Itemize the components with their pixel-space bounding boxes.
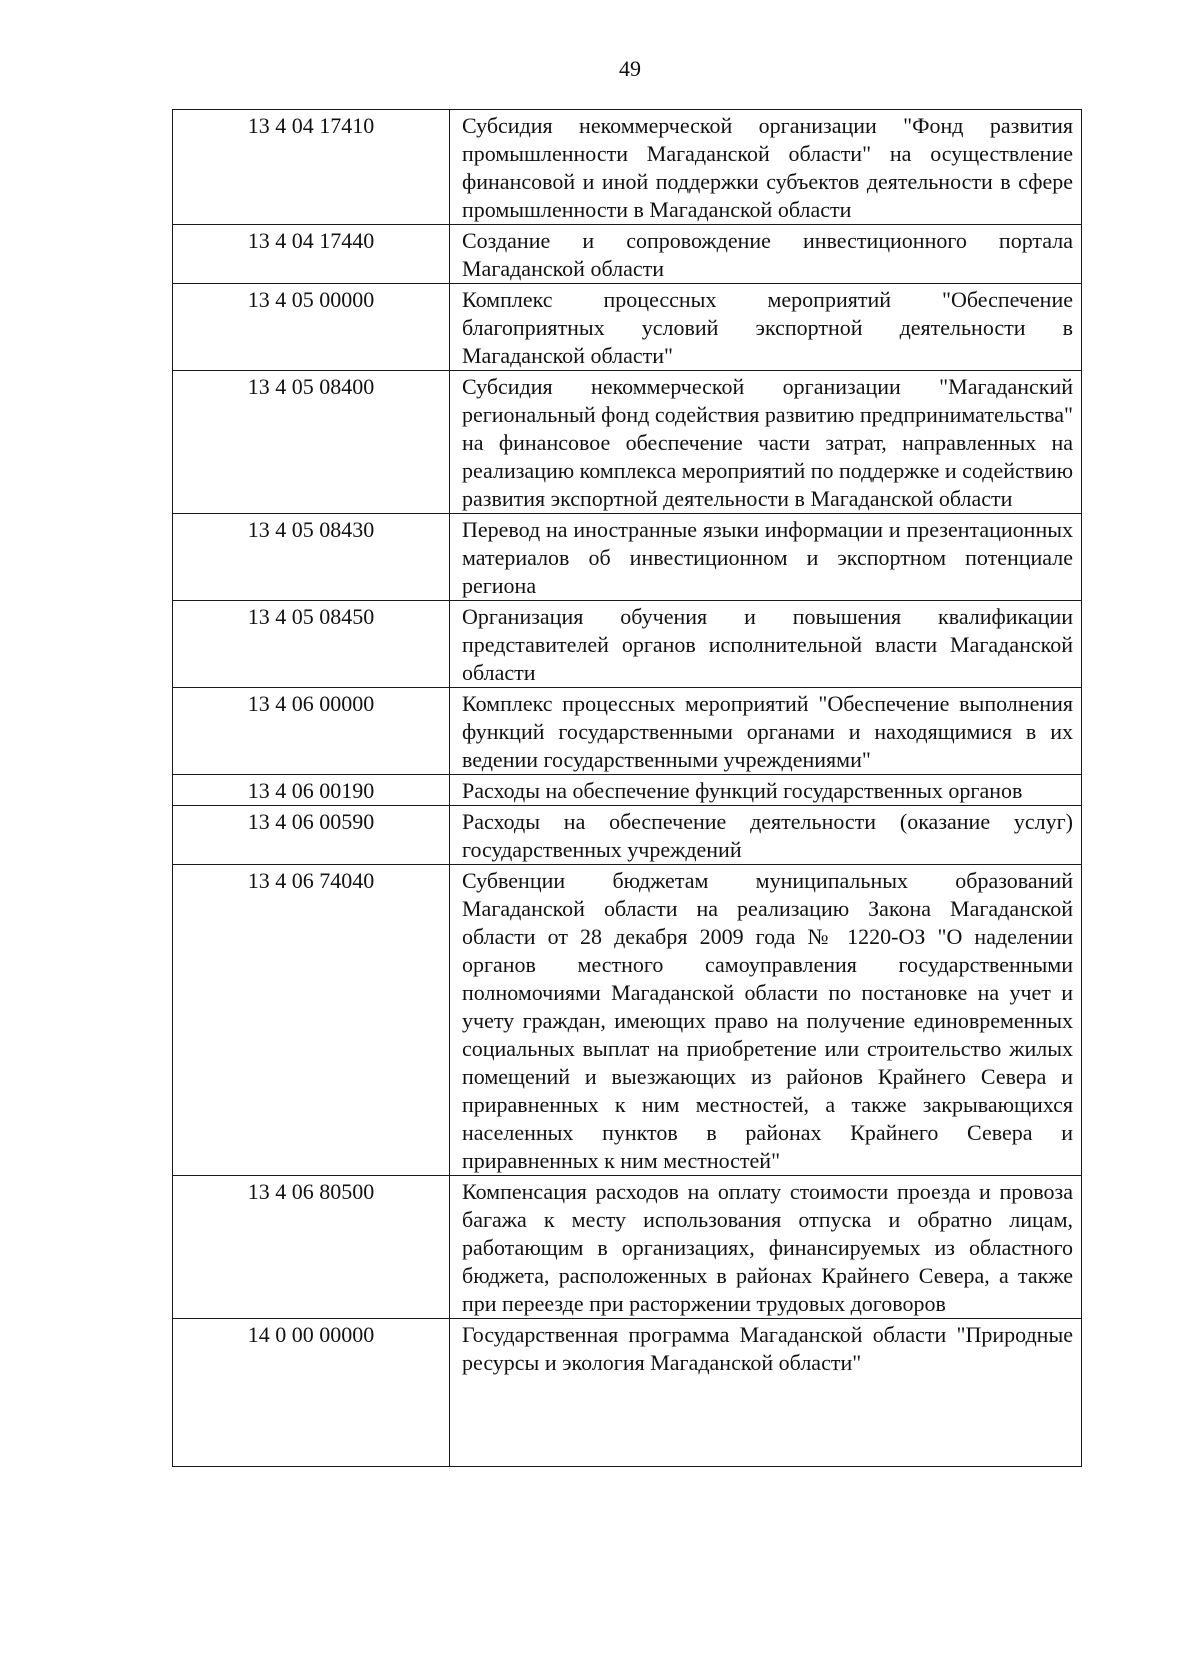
row-code: 13 4 04 17410 [173, 110, 450, 225]
row-description: Расходы на обеспечение деятельности (оказание услуг) государственных учреждений [450, 806, 1082, 865]
row-description: Субсидия некоммерческой организации "Фонд развития промышленности Магаданской области" на осуществление финансовой и иной поддержки субъектов деятельности в сфере промышленности в Магаданской области [450, 110, 1082, 225]
row-code: 14 0 00 00000 [173, 1319, 450, 1467]
row-code: 13 4 05 08400 [173, 371, 450, 514]
row-description: Субсидия некоммерческой организации "Магаданский региональный фонд содействия развитию предпринимательства" на финансовое обеспечение части затрат, направленных на реализацию комплекса мероприятий по поддержке и содействию развития экспортной деятельности в Магаданской области [450, 371, 1082, 514]
row-description: Создание и сопровождение инвестиционного портала Магаданской области [450, 225, 1082, 284]
table-row [173, 514, 1082, 601]
row-code: 13 4 04 17440 [173, 225, 450, 284]
page-number: 49 [619, 56, 641, 81]
row-code: 13 4 05 08450 [173, 601, 450, 688]
table-row [173, 775, 1082, 806]
row-code: 13 4 05 08430 [173, 514, 450, 601]
row-code: 13 4 06 80500 [173, 1176, 450, 1319]
row-description: Перевод на иностранные языки информации и презентационных материалов об инвестиционном и экспортном потенциале региона [450, 514, 1082, 601]
row-code: 13 4 06 00190 [173, 775, 450, 806]
table-row [173, 688, 1082, 775]
table-row [173, 601, 1082, 688]
table-row [173, 371, 1082, 514]
row-description: Комплекс процессных мероприятий "Обеспечение выполнения функций государственными органами и находящимися в их ведении государственными учреждениями" [450, 688, 1082, 775]
table-row [173, 110, 1082, 225]
row-description: Субвенции бюджетам муниципальных образований Магаданской области на реализацию Закона Магаданской области от 28 декабря 2009 года № 1220-ОЗ "О наделении органов местного самоуправления государственными полномочиями Магаданской области по постановке на учет и учету граждан, имеющих право на получение единовременных социальных выплат на приобретение или строительство жилых помещений и выезжающих из районов Крайнего Севера и приравненных к ним местностей, а также закрывающихся населенных пунктов в районах Крайнего Севера и приравненных к ним местностей" [450, 865, 1082, 1176]
row-description: Расходы на обеспечение функций государственных органов [450, 775, 1082, 806]
row-description: Компенсация расходов на оплату стоимости проезда и провоза багажа к месту использования отпуска и обратно лицам, работающим в организациях, финансируемых из областного бюджета, расположенных в районах Крайнего Севера, а также при переезде при расторжении трудовых договоров [450, 1176, 1082, 1319]
row-code: 13 4 06 00590 [173, 806, 450, 865]
row-code: 13 4 06 74040 [173, 865, 450, 1176]
row-description: Комплекс процессных мероприятий "Обеспечение благоприятных условий экспортной деятельности в Магаданской области" [450, 284, 1082, 371]
row-code: 13 4 06 00000 [173, 688, 450, 775]
row-description: Государственная программа Магаданской области "Природные ресурсы и экология Магаданской области" [450, 1319, 1082, 1467]
table-row [173, 865, 1082, 1176]
budget-codes-table [172, 109, 1082, 1467]
table-row [173, 284, 1082, 371]
table-row [173, 806, 1082, 865]
row-code: 13 4 05 00000 [173, 284, 450, 371]
table-row [173, 1176, 1082, 1319]
row-description: Организация обучения и повышения квалификации представителей органов исполнительной власти Магаданской области [450, 601, 1082, 688]
table-row [173, 1319, 1082, 1467]
table-row [173, 225, 1082, 284]
